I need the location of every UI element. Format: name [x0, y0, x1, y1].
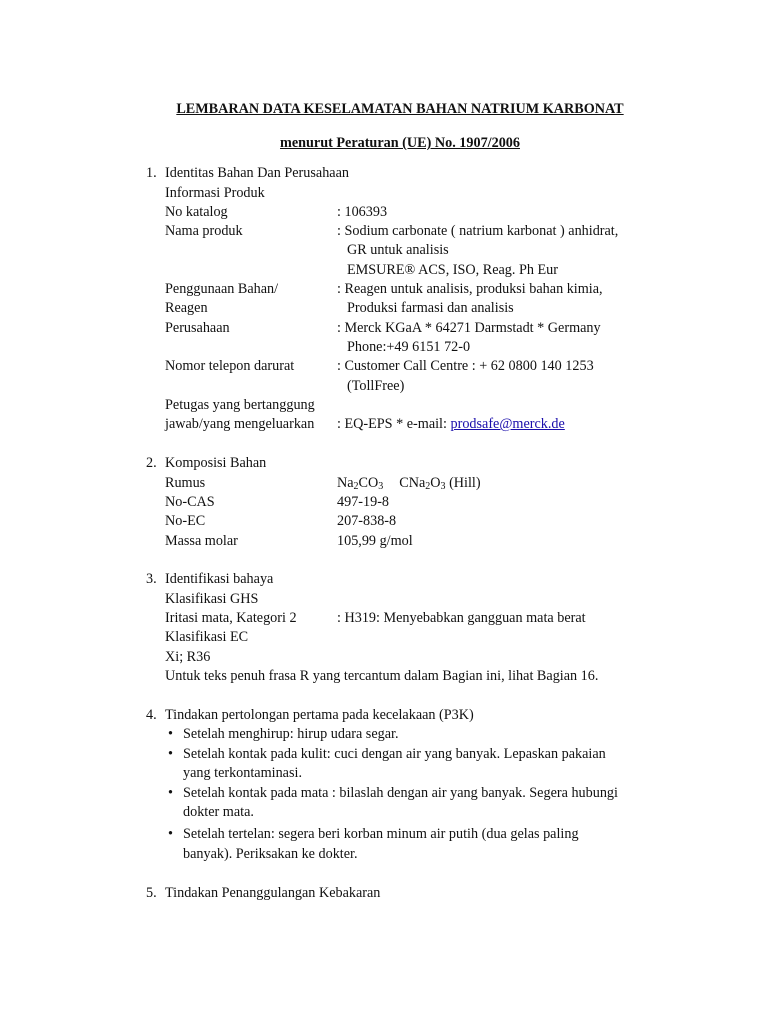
perusahaan-value: : Merck KGaA * 64271 Darmstadt * Germany	[337, 320, 601, 336]
iritasi-label: Iritasi mata, Kategori 2	[165, 610, 297, 626]
bullet-3-text-2: dokter mata.	[183, 804, 254, 820]
rumus-label: Rumus	[165, 475, 206, 491]
telepon-tollfree: (TollFree)	[347, 378, 405, 394]
section-4-heading: Tindakan pertolongan pertama pada kecelakaan (P3K)	[165, 707, 474, 723]
perusahaan-phone: Phone:+49 6151 72-0	[347, 339, 471, 355]
cas-value: 497-19-8	[337, 494, 390, 510]
email-link[interactable]: prodsafe@merck.de	[450, 416, 565, 432]
petugas-value-prefix: : EQ-EPS * e-mail:	[337, 416, 451, 432]
nama-produk-value-2: GR untuk analisis	[347, 242, 449, 258]
cas-label: No-CAS	[165, 494, 215, 510]
hill-cna: CNa	[399, 475, 426, 491]
section-2-number: 2.	[146, 455, 157, 471]
hill-sub-2: 2	[425, 481, 431, 492]
penggunaan-value-2: Produksi farmasi dan analisis	[347, 300, 514, 316]
document-subtitle: menurut Peraturan (UE) No. 1907/2006	[280, 135, 520, 151]
section-2-heading: Komposisi Bahan	[165, 455, 267, 471]
bagian-16-note: Untuk teks penuh frasa R yang tercantum dalam Bagian ini, lihat Bagian 16.	[165, 668, 599, 684]
bullet-2-text-2: yang terkontaminasi.	[183, 765, 302, 781]
klasifikasi-ec-label: Klasifikasi EC	[165, 629, 249, 645]
formula-na: Na	[337, 475, 354, 491]
section-3-number: 3.	[146, 571, 157, 587]
petugas-value	[337, 415, 565, 434]
nama-produk-value: : Sodium carbonate ( natrium karbonat ) anhidrat,	[337, 223, 619, 239]
penggunaan-value: : Reagen untuk analisis, produksi bahan kimia,	[337, 281, 603, 297]
telepon-label: Nomor telepon darurat	[165, 358, 295, 374]
petugas-label: Petugas yang bertanggung	[165, 397, 315, 413]
section-4-number: 4.	[146, 707, 157, 723]
katalog-value: : 106393	[337, 204, 388, 220]
section-1-heading: Identitas Bahan Dan Perusahaan	[165, 165, 349, 181]
bullet-icon: •	[168, 746, 173, 762]
telepon-value: : Customer Call Centre : + 62 0800 140 1253	[337, 358, 594, 374]
bullet-4-text-2: banyak). Periksakan ke dokter.	[183, 846, 358, 862]
bullet-4-text: Setelah tertelan: segera beri korban minum air putih (dua gelas paling	[183, 826, 579, 842]
petugas-label-2: jawab/yang mengeluarkan	[165, 416, 315, 432]
hill-label: (Hill)	[445, 475, 481, 491]
nama-produk-label: Nama produk	[165, 223, 243, 239]
section-5-number: 5.	[146, 885, 157, 901]
hill-o: O	[430, 475, 441, 491]
katalog-label: No katalog	[165, 204, 228, 220]
massa-value: 105,99 g/mol	[337, 533, 413, 549]
formula-sub-3: 3	[378, 481, 384, 492]
perusahaan-label: Perusahaan	[165, 320, 230, 336]
xi-r36: Xi; R36	[165, 649, 211, 665]
penggunaan-label-2: Reagen	[165, 300, 208, 316]
massa-label: Massa molar	[165, 533, 238, 549]
section-5-heading: Tindakan Penanggulangan Kebakaran	[165, 885, 381, 901]
ec-value: 207-838-8	[337, 513, 397, 529]
formula-sub-2: 2	[353, 481, 359, 492]
formula-co: CO	[358, 475, 379, 491]
section-1-number: 1.	[146, 165, 157, 181]
bullet-icon: •	[168, 785, 173, 801]
ec-label: No-EC	[165, 513, 206, 529]
info-produk-label: Informasi Produk	[165, 185, 265, 201]
section-3-heading: Identifikasi bahaya	[165, 571, 274, 587]
hill-sub-3: 3	[440, 481, 446, 492]
rumus-value	[337, 474, 481, 493]
bullet-2-text: Setelah kontak pada kulit: cuci dengan air yang banyak. Lepaskan pakaian	[183, 746, 606, 762]
bullet-icon: •	[168, 826, 173, 842]
bullet-icon: •	[168, 726, 173, 742]
iritasi-value: : H319: Menyebabkan gangguan mata berat	[337, 610, 586, 626]
nama-produk-value-3: EMSURE® ACS, ISO, Reag. Ph Eur	[347, 262, 558, 278]
bullet-3-text: Setelah kontak pada mata : bilaslah dengan air yang banyak. Segera hubungi	[183, 785, 618, 801]
penggunaan-label: Penggunaan Bahan/	[165, 281, 279, 297]
bullet-1-text: Setelah menghirup: hirup udara segar.	[183, 726, 399, 742]
document-title: LEMBARAN DATA KESELAMATAN BAHAN NATRIUM KARBONAT	[176, 101, 624, 117]
ghs-label: Klasifikasi GHS	[165, 591, 259, 607]
